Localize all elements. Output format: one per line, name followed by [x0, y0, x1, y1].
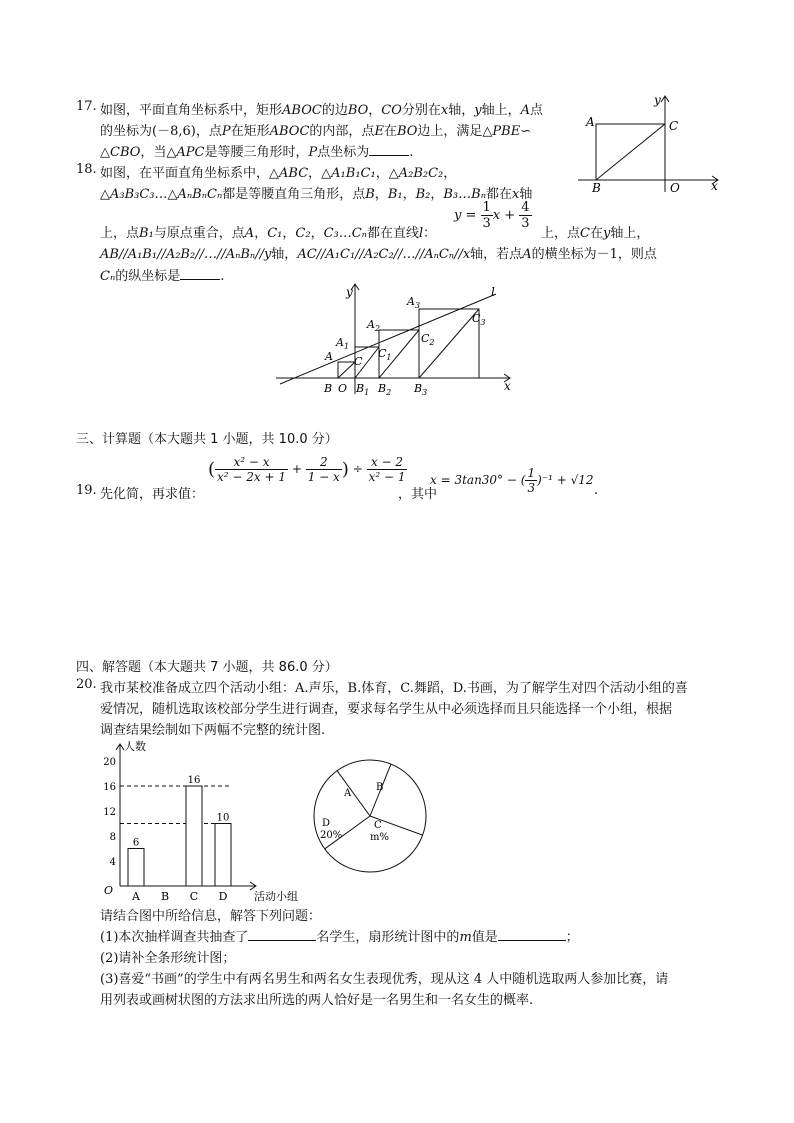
bar-value-label: 6 — [132, 837, 140, 849]
label-y: y — [346, 285, 353, 299]
fraction-1: $\frac{\text{x² − x}}{\text{x² − 2x + 1}}$ — [217, 455, 287, 484]
q19-condition: x = 3tan30° − ( $\frac{1}{3}$ )⁻¹ + √12 — [430, 466, 594, 495]
y-tick-label: 20 — [103, 757, 116, 768]
slice-label-c: C — [374, 820, 382, 831]
y-tick-label: 16 — [103, 782, 116, 793]
origin-label: O — [104, 884, 114, 897]
label-o: O — [670, 181, 680, 195]
label-x: x — [711, 179, 718, 193]
q19-number: 19. — [76, 483, 97, 498]
q20-line-3: 调查结果绘制如下两幅不完整的统计图. — [100, 723, 326, 738]
bar-chart — [96, 736, 306, 902]
y-tick-label: 4 — [109, 857, 116, 868]
q20-part-3b: 用列表或画树状图的方法求出所选的两人恰好是一名男生和一名女生的概率. — [100, 993, 534, 1008]
x-tick-label: A — [132, 890, 140, 902]
label-c: C — [354, 355, 363, 368]
q20-line-4: 请结合图中所给信息，解答下列问题： — [100, 909, 322, 924]
q20-part-2: (2)请补全条形统计图； — [100, 951, 236, 966]
q18-line-5: Cₙ的纵坐标是 . — [100, 269, 225, 284]
q19-end: . — [594, 483, 599, 498]
label-c3: $C_3$ — [472, 312, 486, 327]
slice-label-a: A — [344, 788, 352, 799]
label-b: B — [592, 181, 601, 195]
diagonal-bc — [596, 124, 665, 180]
label-l: l — [491, 285, 495, 299]
q17-line-3: △CBO，当△APC是等腰三角形时，P点坐标为 . — [100, 145, 414, 160]
slice-label-d: D — [322, 818, 331, 829]
pie-chart — [300, 756, 440, 876]
label-a1: $A_1$ — [336, 336, 350, 351]
slice-label-b: B — [376, 782, 384, 793]
q18-line-4: AB//A₁B₁//A₂B₂//…//AₙBₙ//y轴，AC//A₁C₁//A₂C₂//…//AₙCₙ//x轴，若点A的横坐标为－1，则点 — [100, 247, 657, 262]
line-l — [280, 294, 496, 384]
y-tick-label: 8 — [109, 832, 116, 843]
q20-blank-m[interactable] — [498, 928, 566, 941]
x-tick-label: D — [218, 890, 228, 902]
label-b3: $B_3$ — [414, 382, 428, 396]
y-axis-title: 人数 — [124, 740, 146, 753]
q17-figure — [578, 92, 728, 196]
bar-c — [186, 786, 202, 886]
label-a2: $A_2$ — [367, 318, 381, 333]
label-b: B — [324, 382, 333, 395]
q19-lead: 先化简，再求值： — [100, 487, 205, 502]
bar-d — [215, 824, 231, 887]
label-a: A — [586, 115, 595, 129]
q17-number: 17. — [76, 99, 97, 114]
section-4-heading: 四、解答题（本大题共 7 小题，共 86.0 分） — [76, 660, 338, 675]
x-tick-label: C — [189, 890, 199, 902]
label-o: O — [338, 382, 348, 395]
y-tick-label: 12 — [103, 807, 116, 818]
label-b1: $B_1$ — [356, 382, 370, 396]
q20-line-1: 我市某校准备成立四个活动小组：A.声乐，B.体育，C.舞蹈，D.书画，为了解学生对四个活动小组的喜 — [100, 681, 688, 696]
q19-mid: ，其中 — [398, 487, 438, 502]
q20-line-2: 爱情况，随机选取该校部分学生进行调查，要求每名学生从中必须选择而且只能选择一个小组，根据 — [100, 702, 673, 717]
q20-part-1: (1)本次抽样调查共抽查了 名学生，扇形统计图中的m值是 ； — [100, 930, 579, 945]
q20-part-3a: (3)喜爱“书画”的学生中有两名男生和两名女生表现优秀，现从这 4 人中随机选取两人参加比赛，请 — [100, 972, 669, 987]
q18-line-2: △A₃B₃C₃…△AₙBₙCₙ都是等腰直角三角形，点B，B₁，B₂，B₃…Bₙ都在x轴 — [100, 187, 533, 202]
q17-line-2: 的坐标为(－8,6)，点P在矩形ABOC的内部，点E在BO边上，满足△PBE∽ — [100, 124, 532, 139]
fraction-one-third: $\frac{1}{3}$ — [527, 466, 536, 495]
fraction-one-third: $\frac{1}{3}$ — [482, 200, 491, 231]
bar-a — [128, 849, 144, 887]
q20-number: 20. — [76, 677, 97, 692]
fraction-four-thirds: $\frac{4}{3}$ — [521, 200, 530, 231]
label-b2: $B_2$ — [378, 382, 392, 396]
section-3-heading: 三、计算题（本大题共 1 小题，共 10.0 分） — [76, 432, 338, 447]
label-x: x — [504, 379, 511, 393]
x-axis-title: 活动小组 — [254, 890, 298, 902]
label-c1: $C_1$ — [378, 347, 392, 362]
fraction-3: $\frac{x - 2}{\text{x² − 1}}$ — [368, 455, 406, 484]
label-a: A — [325, 350, 333, 363]
slice-value-c: m% — [370, 832, 389, 843]
label-y: y — [654, 93, 661, 107]
slice-value-d: 20% — [320, 830, 343, 841]
q18-answer-blank[interactable] — [180, 267, 220, 280]
q20-blank-students[interactable] — [248, 928, 316, 941]
bar-value-label: 16 — [187, 775, 201, 786]
label-a3: $A_3$ — [407, 295, 421, 310]
q18-line-equation: y = $\frac{1}{3}$ x + $\frac{4}{3}$ — [454, 200, 530, 231]
q17-line-1: 如图，平面直角坐标系中，矩形ABOC的边BO，CO分别在x轴，y轴上，A点 — [100, 103, 544, 118]
q18-line-3: 上，点B₁与原点重合，点A，C₁，C₂，C₃…Cₙ都在直线l： — [100, 226, 437, 241]
x-tick-label: B — [160, 890, 170, 902]
q17-answer-blank[interactable] — [369, 143, 409, 156]
q19-expression: ( $\frac{\text{x² − x}}{\text{x² − 2x + 1}}$ + $\frac{2}{1 - x}$ ) ÷ $\frac{x - 2}{\text{x² − 1}}$ — [208, 455, 406, 484]
fraction-2: $\frac{2}{1 - x}$ — [307, 455, 340, 484]
q18-figure — [276, 282, 516, 396]
q18-line-1: 如图，在平面直角坐标系中，△ABC，△A₁B₁C₁，△A₂B₂C₂， — [100, 166, 457, 181]
q18-number: 18. — [76, 162, 97, 177]
label-c2: $C_2$ — [421, 332, 435, 347]
label-c: C — [669, 119, 679, 133]
bar-value-label: 10 — [216, 812, 230, 824]
triangle-abc-hyp — [338, 362, 355, 378]
q18-line-3b: 上，点C在y轴上， — [541, 226, 650, 241]
